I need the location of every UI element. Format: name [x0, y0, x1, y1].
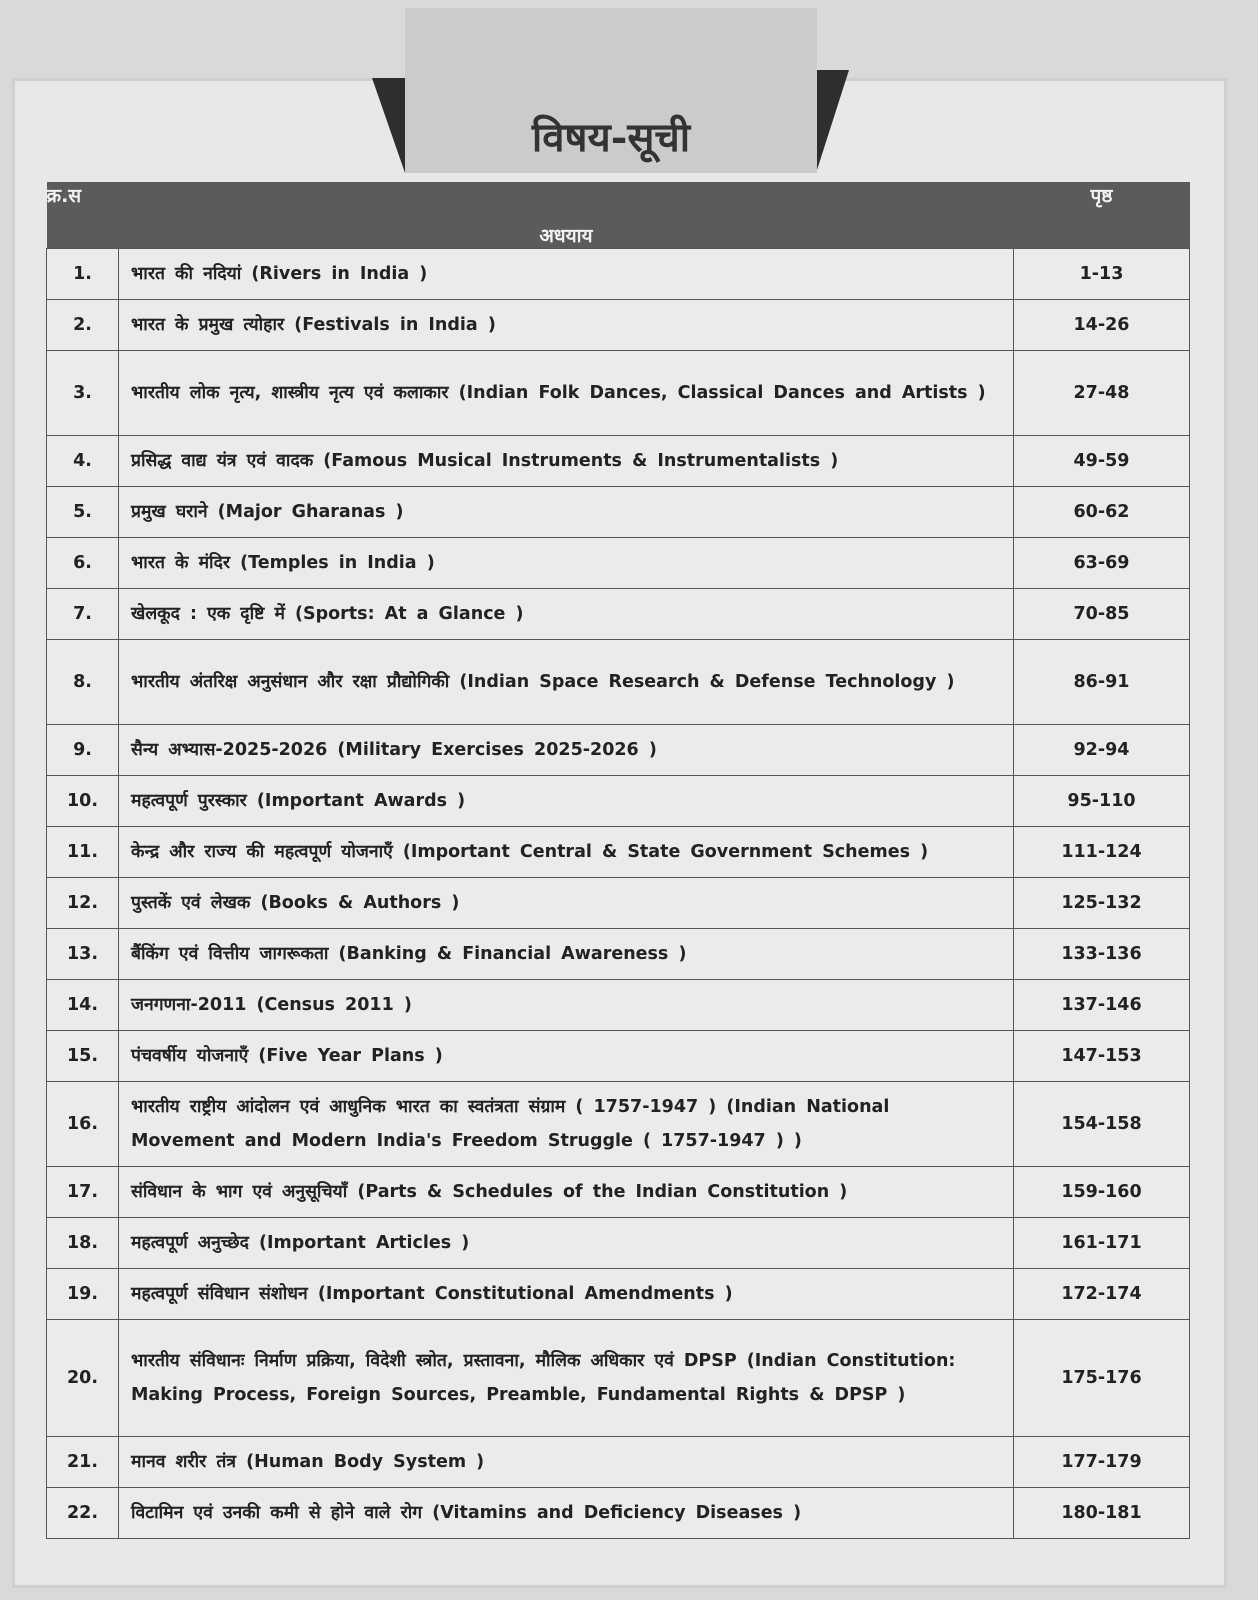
row-serial: 8.	[47, 640, 119, 725]
row-page-range: 92-94	[1014, 725, 1190, 776]
table-row	[47, 1437, 1190, 1488]
row-serial: 22.	[47, 1488, 119, 1539]
row-serial: 7.	[47, 589, 119, 640]
row-chapter-title: भारतीय लोक नृत्य, शास्त्रीय नृत्य एवं कलाकार (Indian Folk Dances, Classical Dances and Artists )	[119, 351, 1014, 436]
row-serial: 12.	[47, 878, 119, 929]
row-chapter-title: खेलकूद : एक दृष्टि में (Sports: At a Glance )	[119, 589, 1014, 640]
table-row	[47, 1320, 1190, 1437]
row-page-range: 147-153	[1014, 1031, 1190, 1082]
row-page-range: 111-124	[1014, 827, 1190, 878]
row-chapter-title: जनगणना-2011 (Census 2011 )	[119, 980, 1014, 1031]
table-row	[47, 1488, 1190, 1539]
row-serial: 16.	[47, 1082, 119, 1167]
table-row	[47, 589, 1190, 640]
table-row	[47, 1218, 1190, 1269]
row-serial: 21.	[47, 1437, 119, 1488]
table-row	[47, 436, 1190, 487]
table-row	[47, 300, 1190, 351]
row-chapter-title: भारत के मंदिर (Temples in India )	[119, 538, 1014, 589]
row-page-range: 63-69	[1014, 538, 1190, 589]
table-row	[47, 1269, 1190, 1320]
row-serial: 1.	[47, 249, 119, 300]
row-page-range: 125-132	[1014, 878, 1190, 929]
row-chapter-title: विटामिन एवं उनकी कमी से होने वाले रोग (Vitamins and Deficiency Diseases )	[119, 1488, 1014, 1539]
row-page-range: 95-110	[1014, 776, 1190, 827]
row-chapter-title: भारत की नदियां (Rivers in India )	[119, 249, 1014, 300]
row-serial: 20.	[47, 1320, 119, 1437]
row-page-range: 49-59	[1014, 436, 1190, 487]
table-row	[47, 827, 1190, 878]
row-chapter-title: सैन्य अभ्यास-2025-2026 (Military Exercises 2025-2026 )	[119, 725, 1014, 776]
row-serial: 15.	[47, 1031, 119, 1082]
table-row	[47, 1167, 1190, 1218]
row-chapter-title: महत्वपूर्ण पुरस्कार (Important Awards )	[119, 776, 1014, 827]
row-page-range: 14-26	[1014, 300, 1190, 351]
row-chapter-title: भारतीय राष्ट्रीय आंदोलन एवं आधुनिक भारत का स्वतंत्रता संग्राम ( 1757-1947 ) (Indian National Movement and Modern India's Freedom Struggle ( 1757-1947 ) )	[119, 1082, 1014, 1167]
row-serial: 11.	[47, 827, 119, 878]
banner-right-flap	[817, 70, 849, 170]
table-row	[47, 929, 1190, 980]
table-row	[47, 1082, 1190, 1167]
row-page-range: 154-158	[1014, 1082, 1190, 1167]
row-serial: 17.	[47, 1167, 119, 1218]
row-page-range: 60-62	[1014, 487, 1190, 538]
row-chapter-title: महत्वपूर्ण संविधान संशोधन (Important Constitutional Amendments )	[119, 1269, 1014, 1320]
row-page-range: 27-48	[1014, 351, 1190, 436]
row-chapter-title: पंचवर्षीय योजनाएँ (Five Year Plans )	[119, 1031, 1014, 1082]
table-row	[47, 487, 1190, 538]
row-page-range: 175-176	[1014, 1320, 1190, 1437]
row-serial: 2.	[47, 300, 119, 351]
banner-left-flap	[372, 78, 405, 173]
table-row	[47, 538, 1190, 589]
contents-table	[46, 182, 1190, 1539]
table-row	[47, 640, 1190, 725]
table-row	[47, 351, 1190, 436]
row-chapter-title: भारतीय अंतरिक्ष अनुसंधान और रक्षा प्रौद्योगिकी (Indian Space Research & Defense Technology )	[119, 640, 1014, 725]
header-chapter: अधयाय	[119, 182, 1014, 249]
row-chapter-title: पुस्तकें एवं लेखक (Books & Authors )	[119, 878, 1014, 929]
table-header-row	[47, 182, 1190, 249]
row-page-range: 133-136	[1014, 929, 1190, 980]
table-row	[47, 725, 1190, 776]
row-chapter-title: भारतीय संविधानः निर्माण प्रक्रिया, विदेशी स्त्रोत, प्रस्तावना, मौलिक अधिकार एवं DPSP (Indian Constitution: Making Process, Foreign Sources, Preamble, Fundamental Rights & DPSP )	[119, 1320, 1014, 1437]
table-row	[47, 776, 1190, 827]
row-serial: 18.	[47, 1218, 119, 1269]
row-chapter-title: भारत के प्रमुख त्योहार (Festivals in India )	[119, 300, 1014, 351]
row-serial: 6.	[47, 538, 119, 589]
page-title: विषय-सूची	[531, 114, 691, 161]
row-chapter-title: बैंकिंग एवं वित्तीय जागरूकता (Banking & Financial Awareness )	[119, 929, 1014, 980]
row-serial: 14.	[47, 980, 119, 1031]
row-chapter-title: महत्वपूर्ण अनुच्छेद (Important Articles )	[119, 1218, 1014, 1269]
table-row	[47, 249, 1190, 300]
row-page-range: 159-160	[1014, 1167, 1190, 1218]
row-chapter-title: प्रमुख घराने (Major Gharanas )	[119, 487, 1014, 538]
table-row	[47, 878, 1190, 929]
row-serial: 9.	[47, 725, 119, 776]
header-serial: क्र.स	[47, 182, 119, 249]
row-page-range: 86-91	[1014, 640, 1190, 725]
row-page-range: 172-174	[1014, 1269, 1190, 1320]
row-serial: 4.	[47, 436, 119, 487]
row-serial: 3.	[47, 351, 119, 436]
row-page-range: 1-13	[1014, 249, 1190, 300]
row-serial: 13.	[47, 929, 119, 980]
table-row	[47, 1031, 1190, 1082]
table-row	[47, 980, 1190, 1031]
row-page-range: 70-85	[1014, 589, 1190, 640]
row-chapter-title: मानव शरीर तंत्र (Human Body System )	[119, 1437, 1014, 1488]
row-chapter-title: केन्द्र और राज्य की महत्वपूर्ण योजनाएँ (Important Central & State Government Schemes )	[119, 827, 1014, 878]
row-chapter-title: संविधान के भाग एवं अनुसूचियाँ (Parts & Schedules of the Indian Constitution )	[119, 1167, 1014, 1218]
header-page: पृष्ठ	[1014, 182, 1190, 249]
row-page-range: 137-146	[1014, 980, 1190, 1031]
row-serial: 5.	[47, 487, 119, 538]
row-serial: 10.	[47, 776, 119, 827]
table-body	[47, 249, 1190, 1539]
row-chapter-title: प्रसिद्ध वाद्य यंत्र एवं वादक (Famous Musical Instruments & Instrumentalists )	[119, 436, 1014, 487]
row-page-range: 180-181	[1014, 1488, 1190, 1539]
row-page-range: 177-179	[1014, 1437, 1190, 1488]
row-serial: 19.	[47, 1269, 119, 1320]
row-page-range: 161-171	[1014, 1218, 1190, 1269]
